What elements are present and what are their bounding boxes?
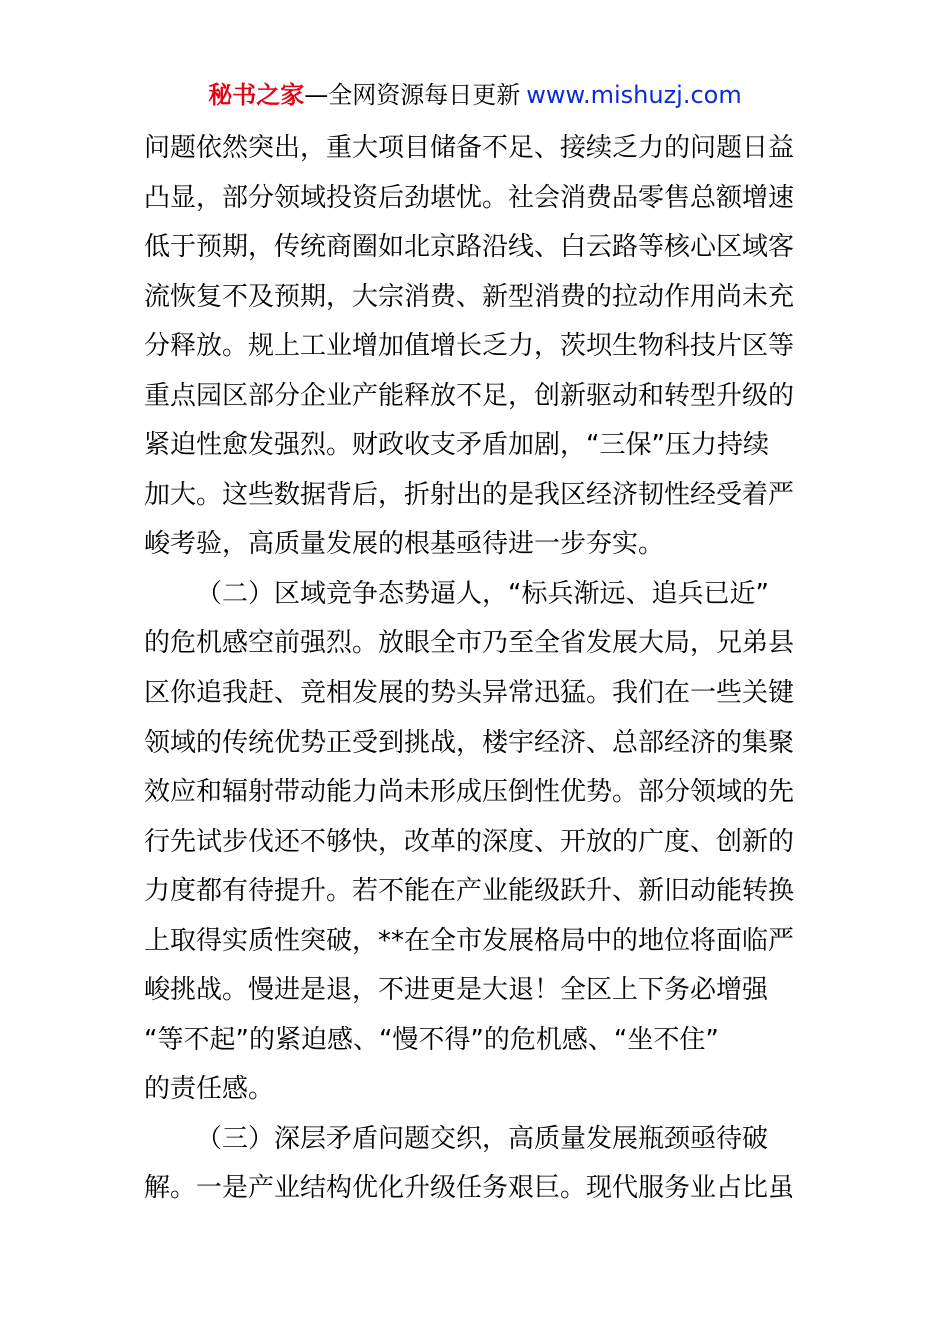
text-line: 的责任感。 bbox=[144, 1074, 275, 1105]
text-line: 重点园区部分企业产能释放不足，创新驱动和转型升级的 bbox=[144, 380, 795, 411]
document-body bbox=[0, 124, 950, 1214]
text-line: 效应和辐射带动能力尚未形成压倒性优势。部分领域的先 bbox=[144, 777, 795, 808]
text-line: “等不起”的紧迫感、“慢不得”的危机感、“坐不住” bbox=[144, 1024, 719, 1055]
site-header bbox=[0, 78, 950, 112]
site-tagline: —全网资源每日更新 bbox=[304, 81, 521, 109]
text-line: 上取得实质性突破，**在全市发展格局中的地位将面临严 bbox=[144, 925, 795, 956]
text-line: 分释放。规上工业增加值增长乏力，茨坝生物科技片区等 bbox=[144, 331, 795, 362]
text-line: 峻考验，高质量发展的根基亟待进一步夯实。 bbox=[144, 529, 665, 560]
text-line: 低于预期，传统商圈如北京路沿线、白云路等核心区域客 bbox=[144, 232, 795, 263]
site-url-link[interactable]: www.mishuzj.com bbox=[526, 81, 742, 109]
text-line: 峻挑战。慢进是退，不进更是大退！全区上下务必增强 bbox=[144, 975, 769, 1006]
text-line: 区你追我赶、竞相发展的势头异常迅猛。我们在一些关键 bbox=[144, 678, 795, 709]
text-line: 力度都有待提升。若不能在产业能级跃升、新旧动能转换 bbox=[144, 876, 795, 907]
text-line: 领域的传统优势正受到挑战，楼宇经济、总部经济的集聚 bbox=[144, 727, 795, 758]
text-line: 紧迫性愈发强烈。财政收支矛盾加剧，“三保”压力持续 bbox=[144, 430, 769, 461]
site-brand: 秘书之家 bbox=[208, 81, 305, 109]
section-heading-line: （二）区域竞争态势逼人，“标兵渐远、追兵已近” bbox=[196, 578, 769, 609]
text-line: 加大。这些数据背后，折射出的是我区经济韧性经受着严 bbox=[144, 479, 795, 510]
text-line: 行先试步伐还不够快，改革的深度、开放的广度、创新的 bbox=[144, 826, 795, 857]
text-line: 问题依然突出，重大项目储备不足、接续乏力的问题日益 bbox=[144, 133, 795, 163]
text-line: 流恢复不及预期，大宗消费、新型消费的拉动作用尚未充 bbox=[144, 281, 795, 312]
section-heading-line: （三）深层矛盾问题交织，高质量发展瓶颈亟待破 bbox=[196, 1123, 769, 1154]
text-line: 解。一是产业结构优化升级任务艰巨。现代服务业占比虽 bbox=[144, 1173, 795, 1204]
text-line: 的危机感空前强烈。放眼全市乃至全省发展大局，兄弟县 bbox=[144, 628, 795, 659]
text-line: 凸显，部分领域投资后劲堪忧。社会消费品零售总额增速 bbox=[144, 182, 795, 213]
